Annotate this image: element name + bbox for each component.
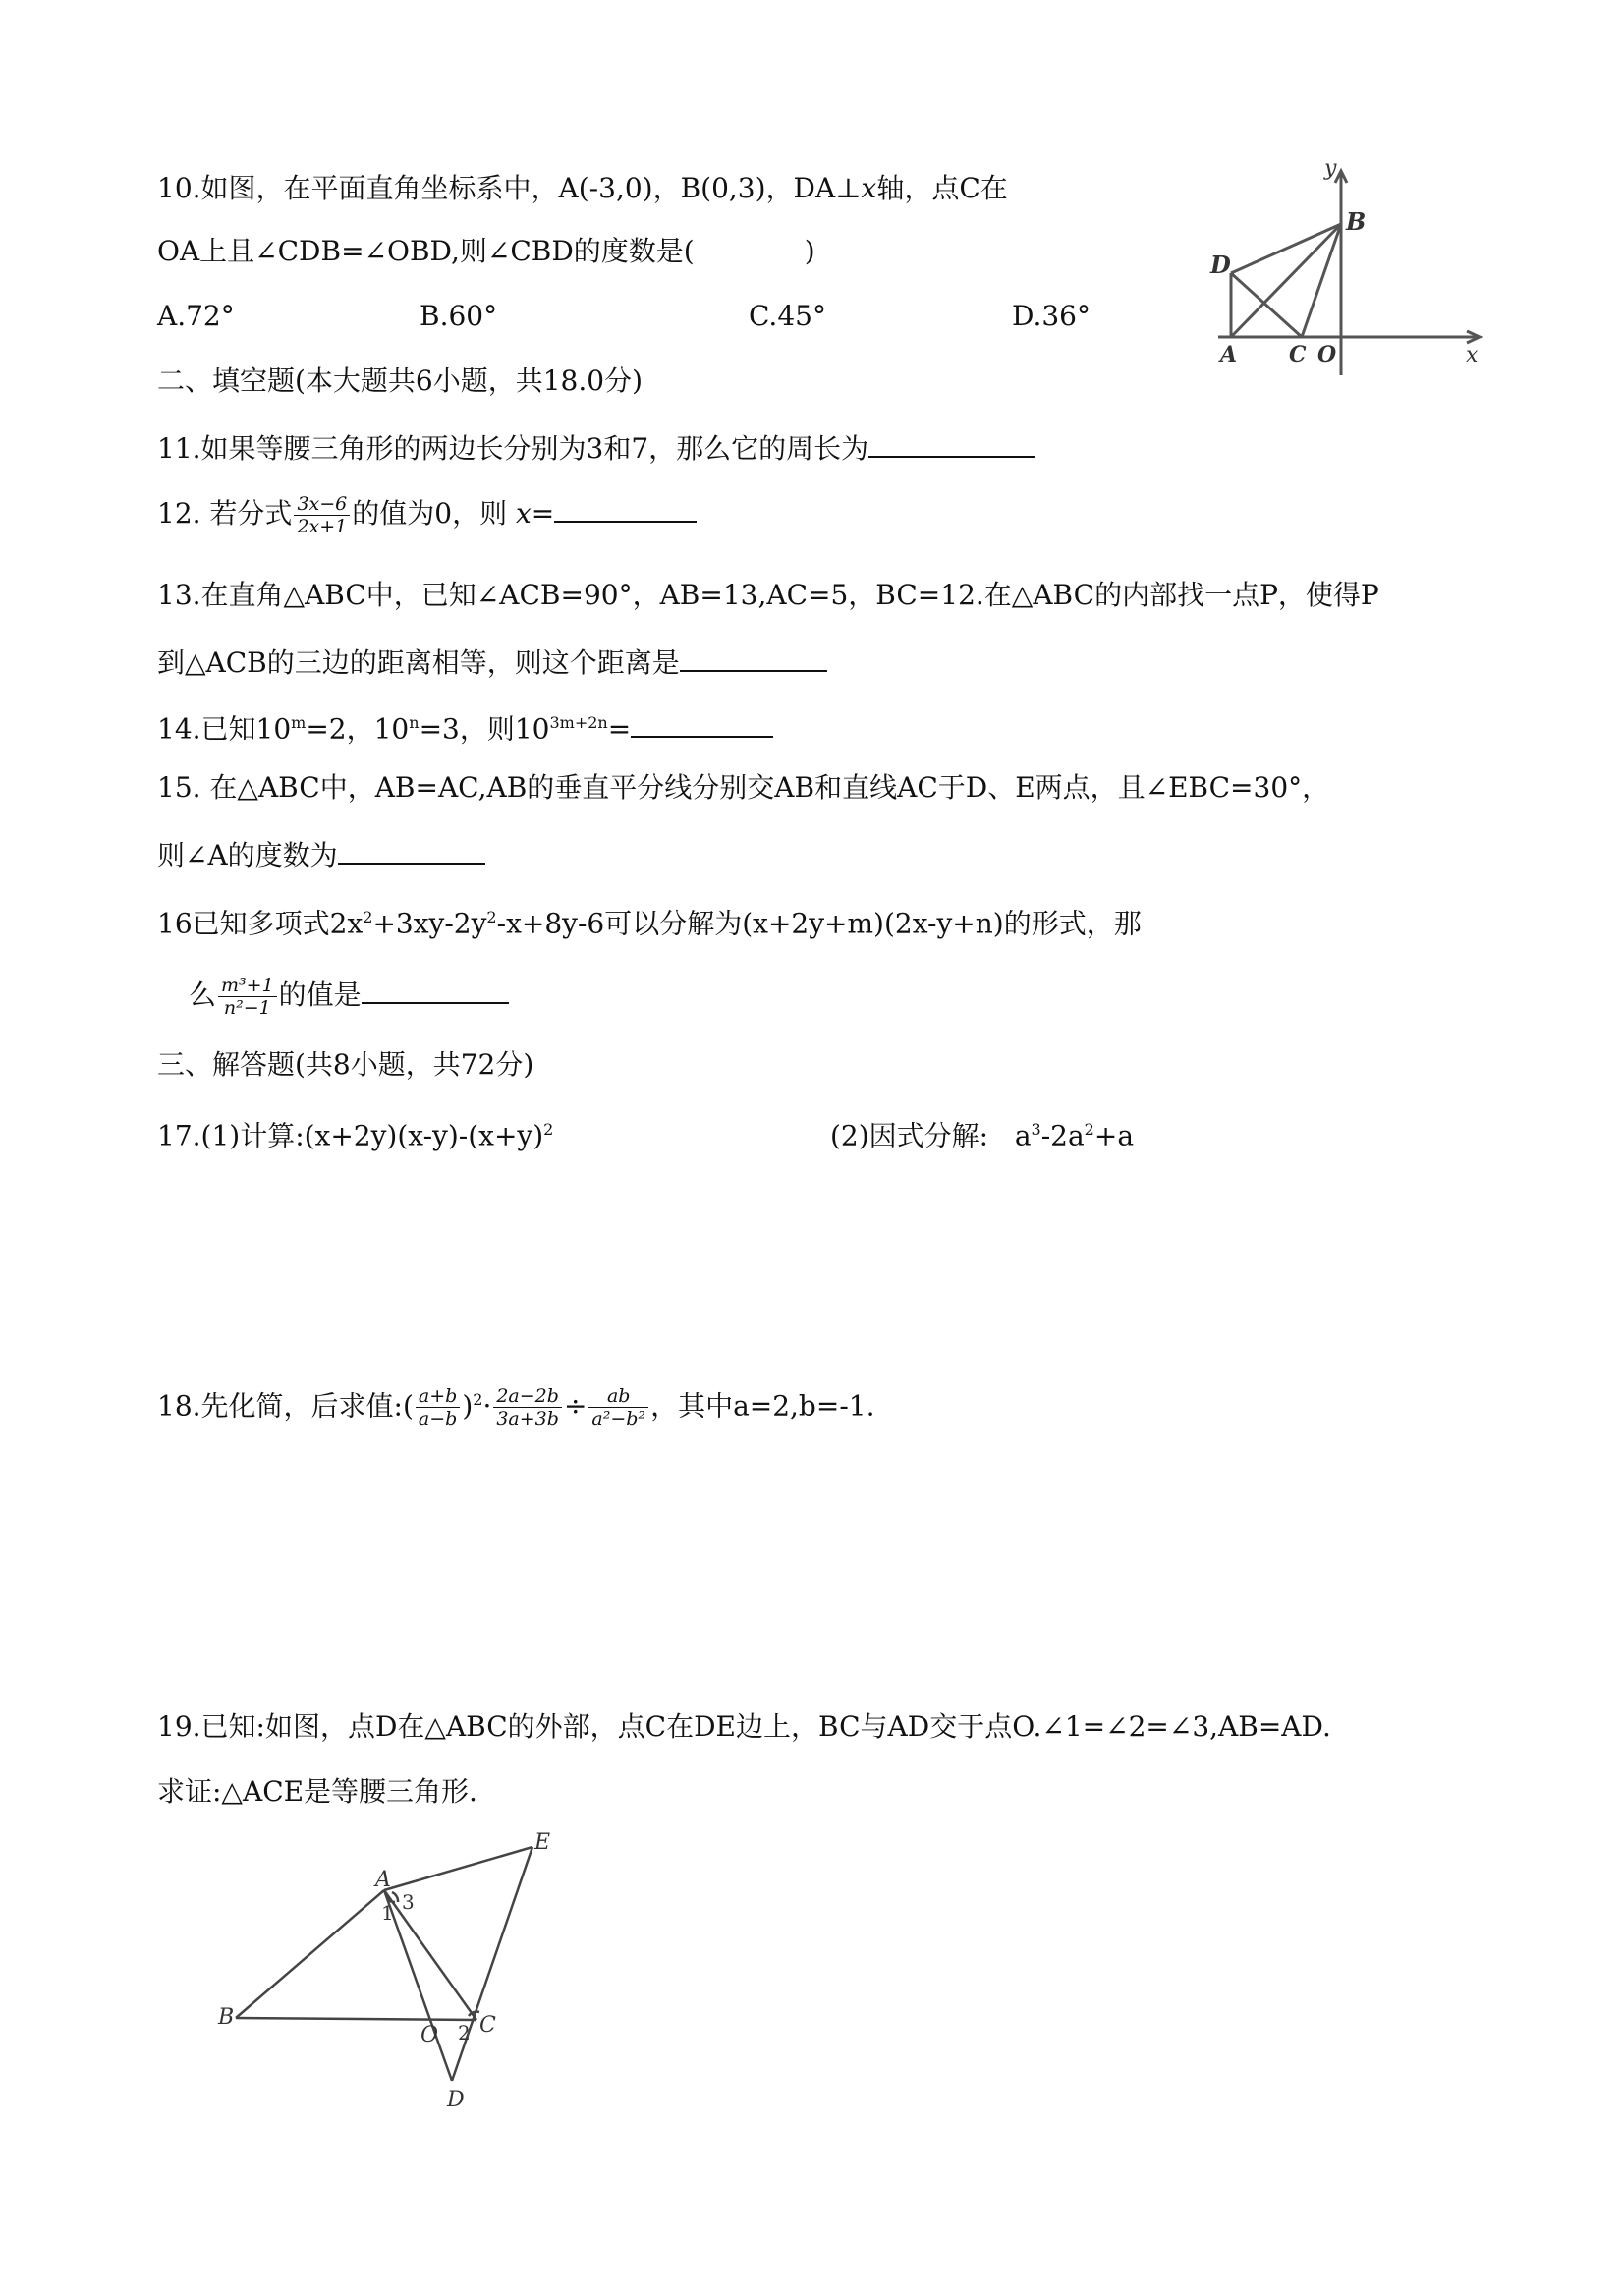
q17-part2: (2)因式分解: $a^3-2a^2+a$ [830, 1119, 1135, 1152]
q11-answer-blank[interactable] [868, 426, 1035, 458]
fig19-label-d: D [447, 2088, 465, 2112]
q10-option-d: D.36° [1012, 300, 1091, 332]
q18-fraction-1: $\frac{a+b}{a-b}$ [416, 1385, 460, 1429]
fig19-label-a: A [375, 1868, 391, 1892]
q15-line2: 则∠A的度数为 [157, 833, 485, 875]
fig10-label-x: x [1466, 343, 1479, 367]
q10-option-c: C.45° [749, 300, 826, 332]
q12-answer-blank[interactable] [554, 491, 697, 523]
q19-line1: 19.已知:如图，点D在△ABC的外部，点C在DE边上，BC与AD交于点O.∠1=∠2=∠3,AB=AD. [157, 1710, 1331, 1743]
fig10-label-d: D [1210, 251, 1231, 279]
q19-line2: 求证:△ACE是等腰三角形. [157, 1775, 477, 1808]
fig10-label-b: B [1346, 207, 1367, 236]
q15-line1: 15. 在△ABC中，AB=AC,AB的垂直平分线分别交AB和直线AC于D、E两点，且∠EBC=30°， [157, 771, 1330, 804]
section2-title: 二、填空题(本大题共6小题，共18.0分) [157, 364, 644, 397]
section3-title: 三、解答题(共8小题，共72分) [157, 1048, 534, 1081]
q18-fraction-2: $\frac{2a-2b}{3a+3b}$ [493, 1385, 562, 1429]
fig19-angle-1: 1 [381, 1901, 394, 1925]
fig10-label-y: y [1324, 157, 1337, 181]
q15-answer-blank[interactable] [338, 833, 485, 865]
fig10-label-a: A [1220, 342, 1238, 367]
q12-fraction: $\frac{3x-6}{2x+1}$ [294, 493, 350, 537]
fig10-label-c: C [1289, 342, 1307, 367]
fig19-label-c: C [479, 2013, 496, 2038]
q10-option-a: A.72° [157, 300, 235, 332]
q11: 11.如果等腰三角形的两边长分别为3和7，那么它的周长为 [157, 426, 1035, 469]
q16-answer-blank[interactable] [362, 973, 509, 1004]
q17-part1: 17.(1)计算$:(x+2y)(x-y)-(x+y)^2$ [157, 1119, 554, 1152]
q10-line1: 10.如图，在平面直角坐标系中，A(-3,0)，B(0,3)，DA⊥x轴，点C在 [157, 172, 1008, 204]
q12: 12. 若分式 $\frac{3x-6}{2x+1}$ 的值为0，则 x= [157, 491, 697, 537]
q19-triangle-figure [196, 1827, 570, 2122]
q18: 18.先化简，后求值:( $\frac{a+b}{a-b}$ )$^2$· $\frac{2a-2b}{3a+3b}$ ÷ $\frac{ab}{\text{a²−b²}}$ ，其中a=2,b=-1. [157, 1385, 875, 1430]
fig19-angle-2: 2 [458, 2021, 471, 2044]
q18-fraction-3: $\frac{ab}{\text{a²−b²}}$ [588, 1385, 648, 1429]
q16-line1: 16已知多项式$2x^2+3xy-2y^2-x+8y-6$可以分解为(x+2y+m)(2x-y+n)的形式，那 [157, 907, 1142, 940]
q13-line1: 13.在直角△ABC中，已知∠ACB=90°，AB=13,AC=5，BC=12.在△ABC的内部找一点P，使得P [157, 579, 1379, 611]
fig19-angle-3: 3 [402, 1890, 415, 1914]
q16-line2: 么 $\frac{\text{m³+1}}{\text{n²−1}}$ 的值是 [189, 973, 509, 1019]
fig10-label-o: O [1317, 342, 1337, 367]
q14: 14.已知$10^m=2$，$10^n=3$，则$10^{3m+2n}=$ [157, 703, 773, 749]
q10-coordinate-figure [1199, 157, 1493, 383]
q14-answer-blank[interactable] [631, 706, 773, 738]
fig19-label-o: O [420, 2023, 439, 2047]
q16-fraction: $\frac{\text{m³+1}}{\text{n²−1}}$ [218, 975, 277, 1019]
fig19-label-b: B [218, 2005, 235, 2030]
q10-option-b: B.60° [420, 300, 498, 332]
q13-answer-blank[interactable] [680, 641, 827, 672]
q13-line2: 到△ACB的三边的距离相等，则这个距离是 [157, 641, 827, 683]
fig19-label-e: E [534, 1830, 551, 1855]
q10-line2: OA上且∠CDB=∠OBD,则∠CBD的度数是( ) [157, 235, 815, 267]
